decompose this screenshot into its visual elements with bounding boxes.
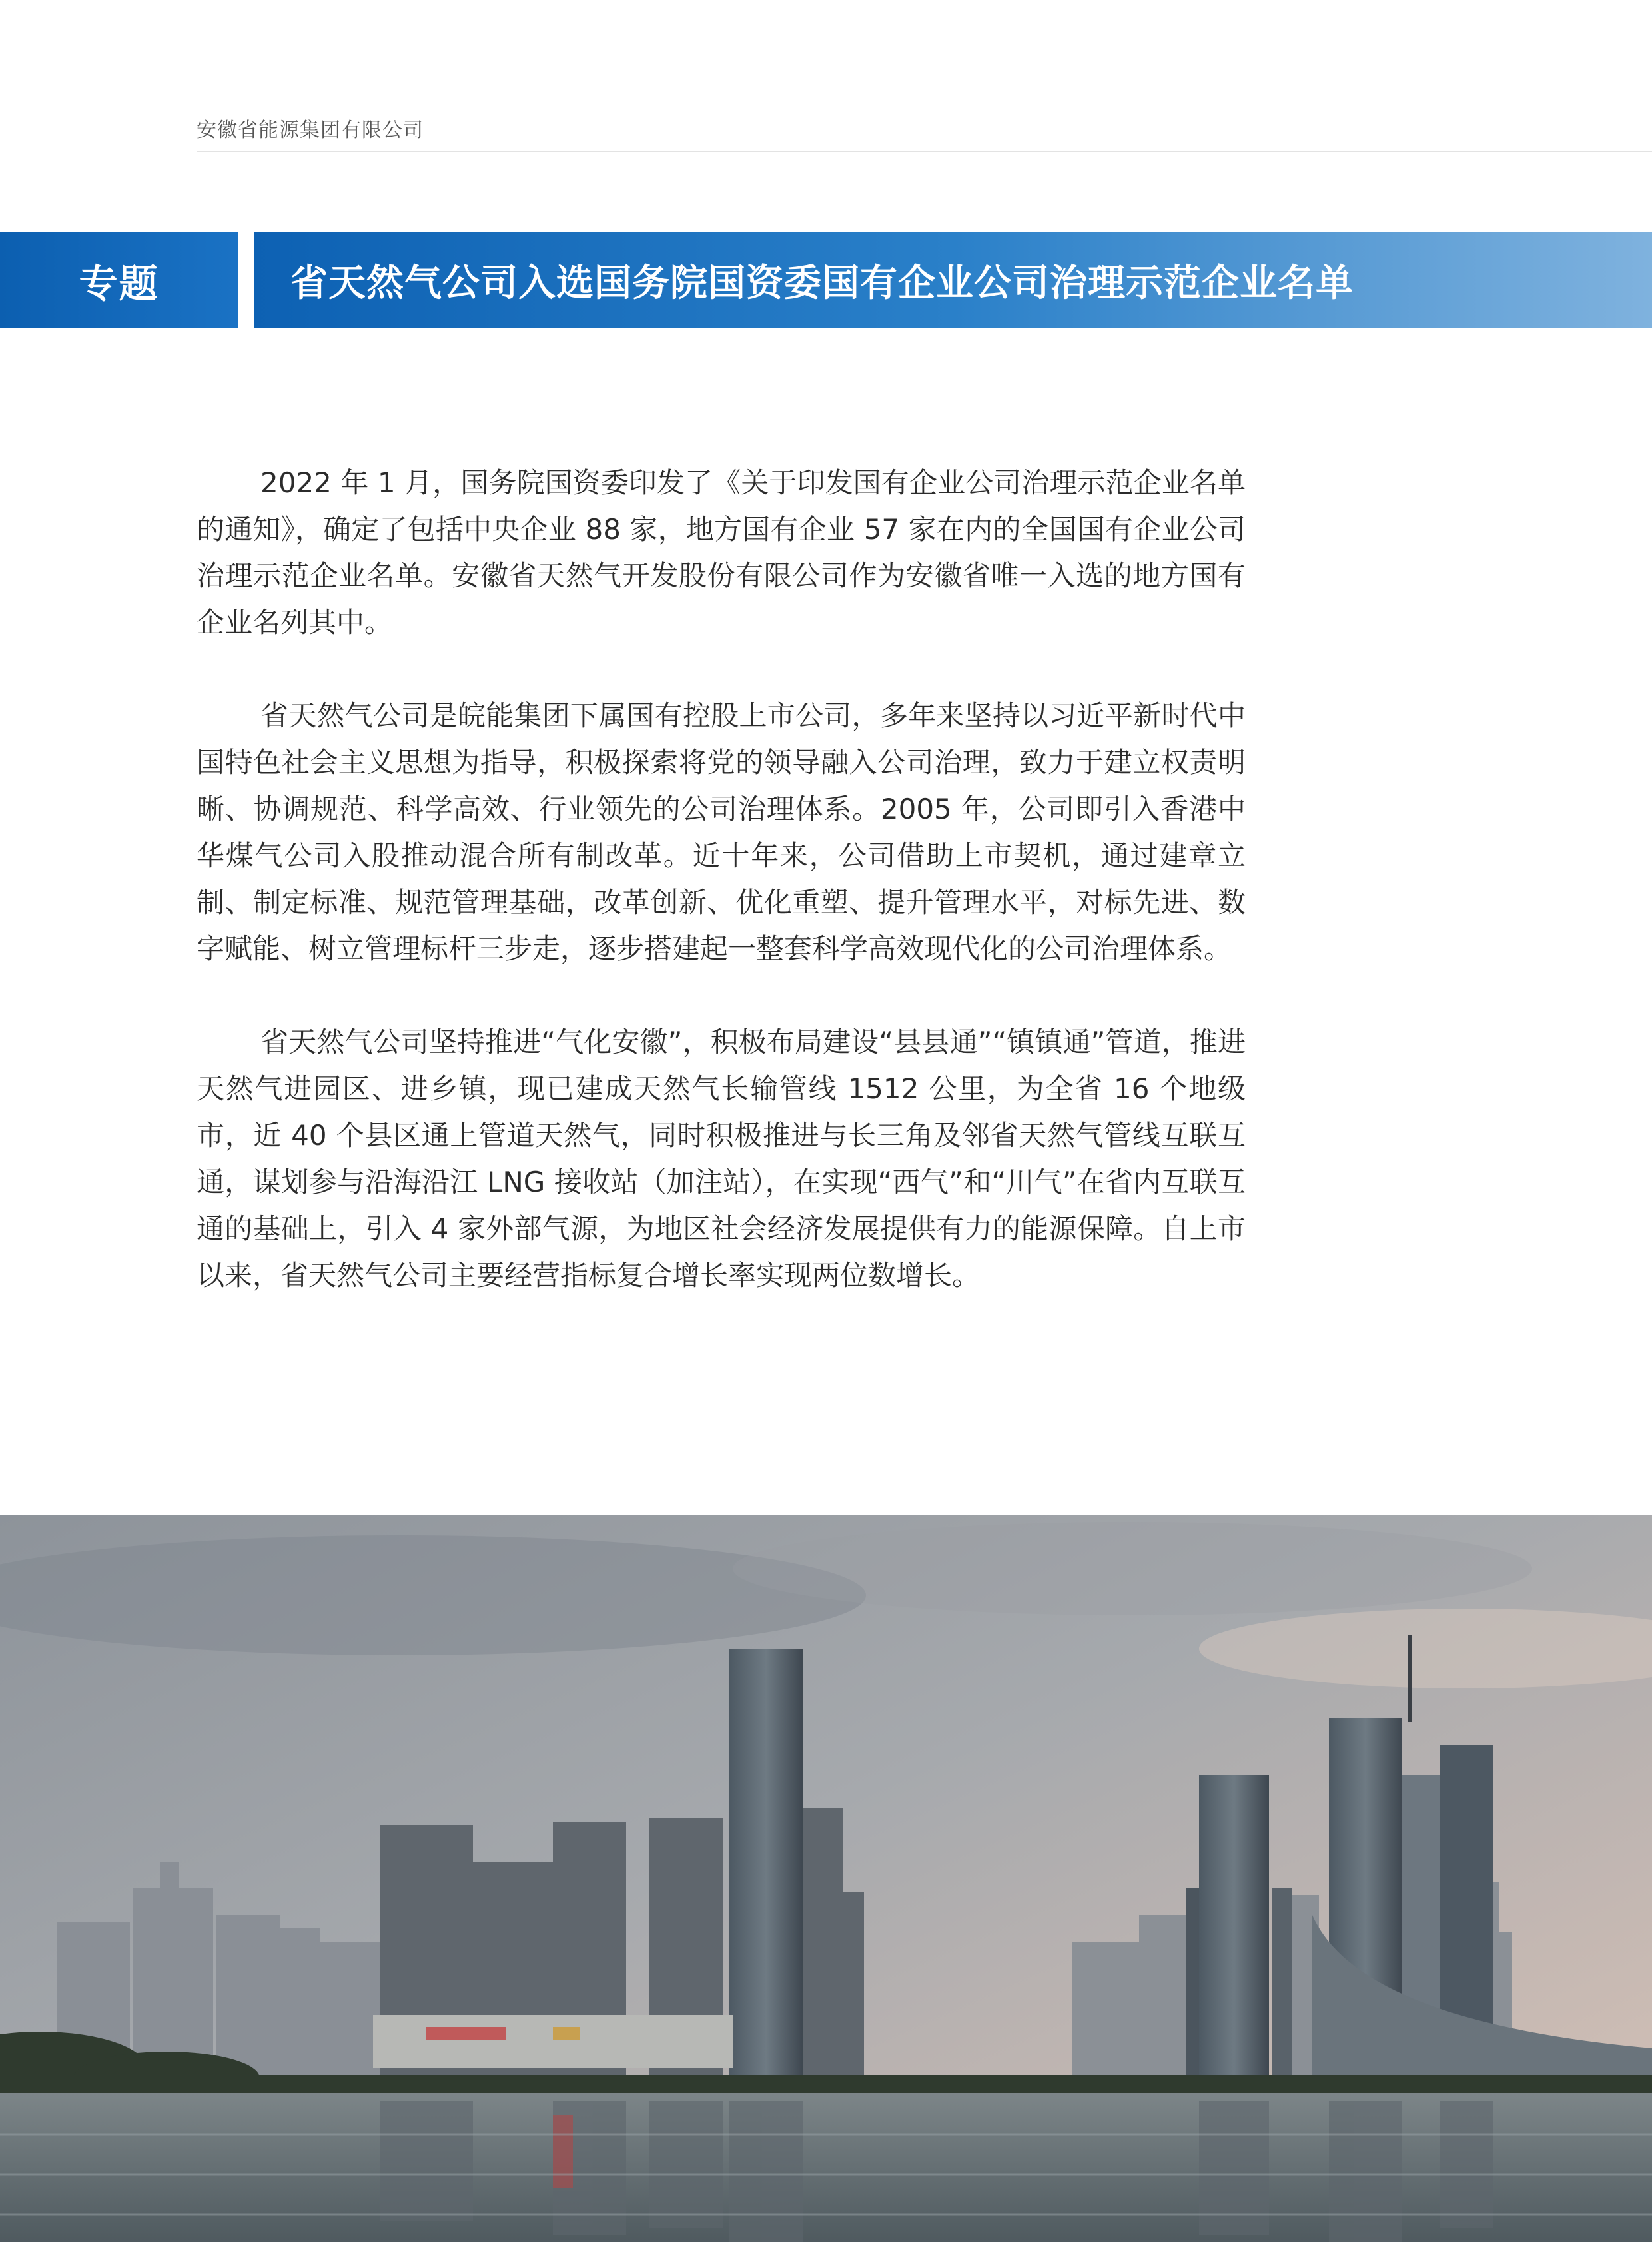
city-skyline-photo (0, 1515, 1652, 2242)
article-paragraph-2: 省天然气公司是皖能集团下属国有控股上市公司，多年来坚持以习近平新时代中国特色社会主义思想为指导，积极探索将党的领导融入公司治理，致力于建立权责明晰、协调规范、科学高效、行业领先的公司治理体系。2005 年，公司即引入香港中华煤气公司入股推动混合所有制改革。近十年来，公司借助上市契机，通过建章立制、制定标准、规范管理基础，改革创新、优化重塑、提升管理水平，对标先进、数字赋能、树立管理标杆三步走，逐步搭建起一整套科学高效现代化的公司治理体系。 (197, 699, 1246, 965)
article-body (197, 460, 1246, 1345)
topic-tab (0, 232, 238, 328)
article-paragraph-1: 2022 年 1 月，国务院国资委印发了《关于印发国有企业公司治理示范企业名单的通知》，确定了包括中央企业 88 家，地方国有企业 57 家在内的全国国有企业公司治理示范企业名单。安徽省天然气开发股份有限公司作为安徽省唯一入选的地方国有企业名列其中。 (197, 466, 1246, 639)
article-title: 省天然气公司入选国务院国资委国有企业公司治理示范企业名单 (290, 261, 1354, 305)
header-divider (197, 151, 1652, 152)
article-paragraph-3: 省天然气公司坚持推进“气化安徽”，积极布局建设“县县通”“镇镇通”管道，推进天然气进园区、进乡镇，现已建成天然气长输管线 1512 公里，为全省 16 个地级市，近 40 个县区通上管道天然气，同时积极推进与长三角及邻省天然气管线互联互通，谋划参与沿海沿江 LNG 接收站（加注站），在实现“西气”和“川气”在省内互联互通的基础上，引入 4 家外部气源，为地区社会经济发展提供有力的能源保障。自上市以来，省天然气公司主要经营指标复合增长率实现两位数增长。 (197, 1026, 1246, 1292)
running-header-company: 安徽省能源集团有限公司 (197, 119, 424, 142)
article-title-bar (254, 232, 1652, 328)
topic-tab-label: 专题 (79, 260, 159, 306)
